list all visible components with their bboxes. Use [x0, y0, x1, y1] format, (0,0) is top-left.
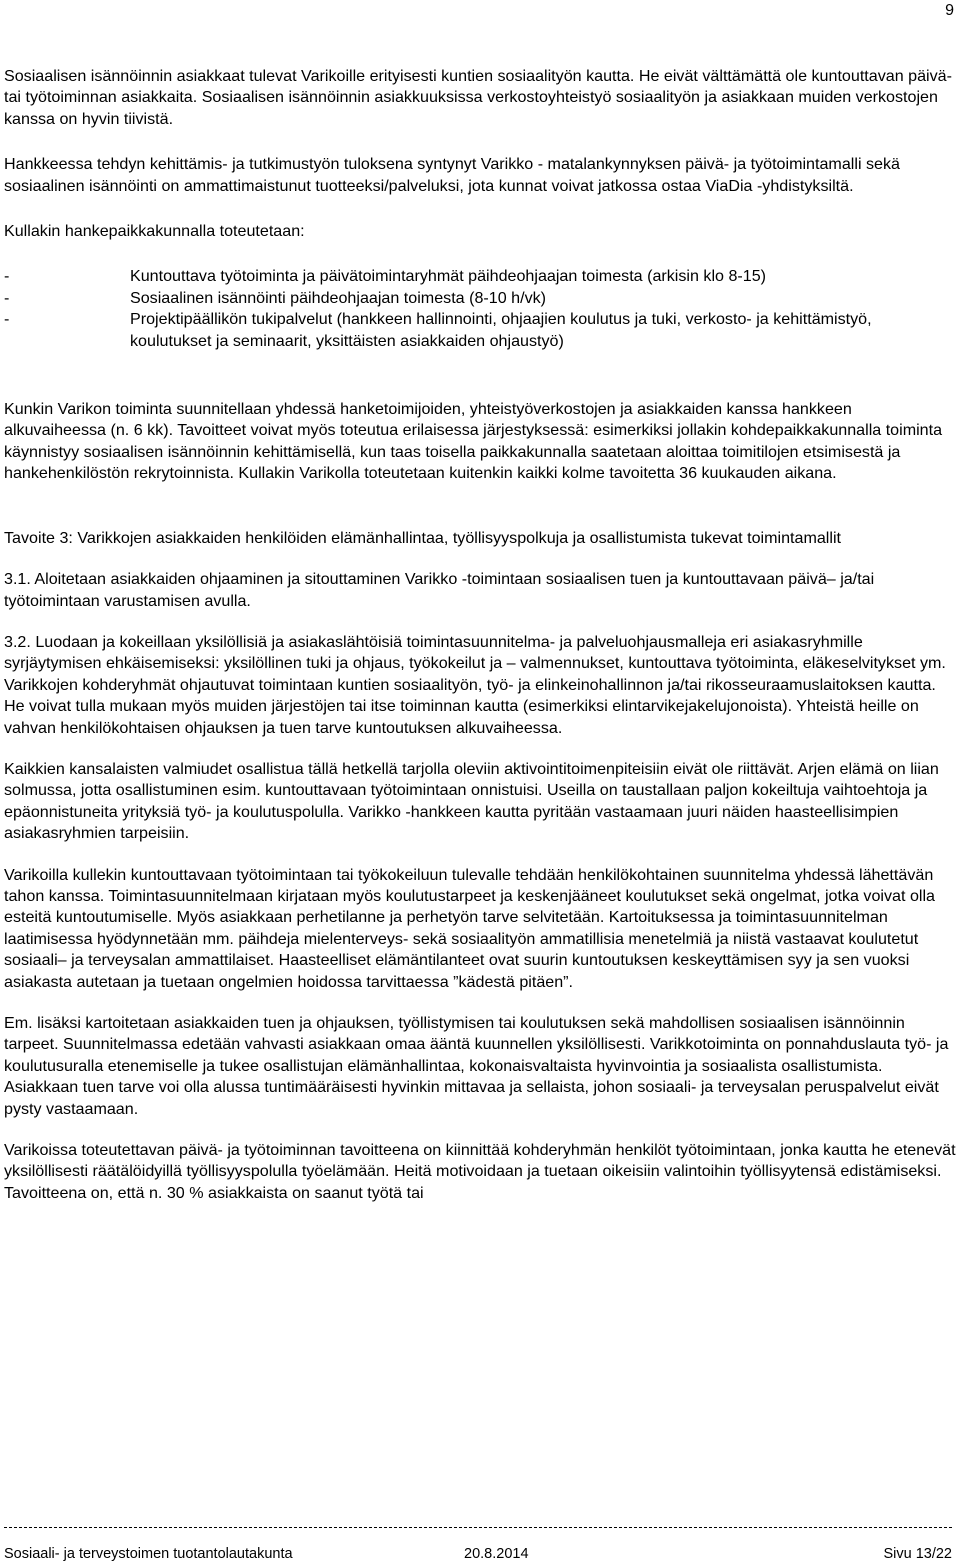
paragraph-4: Kunkin Varikon toiminta suunnitellaan yhdessä hanketoimijoiden, yhteistyöverkostojen ja asiakkaiden kanssa hankkeen alkuvaiheessa (n. 6 kk). Tavoitteet voivat myös toteutua erilaisessa järjestyksessä: esimerkiksi jollakin kohdepaikkakunnalla toiminta käynnistyy sosiaalisen isännöinnin kehittämisellä, kun taas toisella paikkakunnalla saatetaan aloittaa toimitilojen etsimisestä ja hankehenkilöstön rekrytoinnista. Kullakin Varikolla toteutetaan kuitenkin kaikki kolme tavoitetta 36 kuukauden aikana. [4, 400, 943, 483]
paragraph-1: Sosiaalisen isännöinnin asiakkaat tulevat Varikoille erityisesti kuntien sosiaalityön kautta. He eivät välttämättä ole kuntouttavan päivä- tai työtoiminnan asiakkaita. Sosiaalisen isännöinnin asiakkuuksissa verkostoyhteistyö sosiaalityön ja asiakkaan muiden verkostojen kanssa on hyvin tiivistä. [4, 67, 952, 128]
list-item: - Projektipäällikön tukipalvelut (hankkeen hallinnointi, ohjaajien koulutus ja tuki, verkosto- ja kehittämistyö, koulutukset ja seminaarit, yksittäisten asiakkaiden ohjaustyö) [4, 310, 872, 350]
goal-3-2: 3.2. Luodaan ja kokeillaan yksilöllisiä ja asiakaslähtöisiä toimintasuunnitelma- ja palveluohjausmalleja eri asiakasryhmille syrjäytymisen ehkäisemiseksi: yksilöllinen tuki ja ohjaus, työkokeilut ja – valmennukset, kuntouttava työtoiminta, eläkeselvitykset ym. [4, 632, 946, 673]
footer-date: 20.8.2014 [464, 1546, 529, 1562]
paragraph-readiness: Kaikkien kansalaisten valmiudet osallistua tällä hetkellä tarjolla oleviin aktivointitoimenpiteisiin eivät ole riittävät. Arjen elämä on liian solmussa, jotta osallistuminen esim. kuntouttavaan työtoimintaan onnistuisi. Useilla on taustallaan paljon kokeiltuja vaihtoehtoja ja epäonnistuneita yrityksiä työ- ja koulutuspolulla. Varikko -hankkeen kautta pyritään vastaamaan juuri näiden haasteellisimpien asiakasryhmien tarpeisiin. [4, 759, 939, 843]
list-item: - Kuntouttava työtoiminta ja päivätoimintaryhmät päihdeohjaajan toimesta (arkisin klo 8-15) [4, 267, 767, 286]
footer-page: Sivu 13/22 [883, 1546, 952, 1562]
paragraph-personal-plan: Varikoilla kullekin kuntouttavaan työtoimintaan tai työkokeiluun tulevalle tehdään henkilökohtainen suunnitelma yhdessä lähettävän tahon kanssa. Toimintasuunnitelmaan kirjataan myös koulutustarpeet ja keskenjääneet koulutukset sekä ongelmat, jotka voivat olla esteitä kuntoutumiselle. Myös asiakkaan perhetilanne ja perhetyön tarve selvitetään. Kartoituksessa ja toimintasuunnitelman laatimisessa hyödynnetään mm. päihdeja mielenterveys- sekä sosiaalityön ammatillisia menetelmiä ja niistä vastaavat koulutetut sosiaali– ja terveysalan ammattilaiset. Haasteelliset elämäntilanteet ovat suurin kuntoutuksen keskeyttämisen syy ja sen vuoksi asiakasta autetaan ja tuetaan ongelmien hoidossa tarvittaessa ”kädestä pitäen”. [4, 865, 936, 991]
goal-3-1: 3.1. Aloitetaan asiakkaiden ohjaaminen ja sitouttaminen Varikko -toimintaan sosiaalisen tuen ja kuntouttavaan päivä– ja/tai työtoimintaan varustamisen avulla. [4, 570, 875, 610]
list-item: - Sosiaalinen isännöinti päihdeohjaajan toimesta (8-10 h/vk) [4, 288, 547, 307]
paragraph-3: Kullakin hankepaikkakunnalla toteutetaan: [4, 222, 305, 241]
footer-divider [4, 1527, 952, 1528]
paragraph-target-groups: Varikkojen kohderyhmät ohjautuvat toimintaan kuntien sosiaalityön, työ- ja elinkeinohallinnon ja/tai rikosseuraamuslaitoksen kautta. He voivat tulla mukaan myös muiden järjestöjen tai itse toiminnan kautta (esimerkiksi elintarvikejakelujonoista). Yhteistä heille on vahvan henkilökohtaisen ohjauksen ja tuen tarve kuntoutuksen alkuvaiheessa. [4, 675, 936, 737]
paragraph-2: Hankkeessa tehdyn kehittämis- ja tutkimustyön tuloksena syntynyt Varikko - matalankynnyksen päivä- ja työtoimintamalli sekä sosiaalinen isännöinti on ammattimaistunut tuotteeksi/palveluksi, jota kunnat voivat jatkossa ostaa ViaDia -yhdistyksiltä. [4, 155, 900, 195]
paragraph-mapping: Em. lisäksi kartoitetaan asiakkaiden tuen ja ohjauksen, työllistymisen tai koulutuksen sekä mahdollisen sosiaalisen isännöinnin tarpeet. Suunnitelmassa edetään vahvasti asiakkaan omaa ääntä kuunnellen yksilöllisesti. Varikkotoiminta on ponnahduslauta työ- ja koulutusuralla etenemiselle ja tukee osallistujan elämänhallintaa, kokonaisvaltaista hyvinvointia ja sosiaalista osallistumista. Asiakkaan tuen tarve voi olla alussa tuntimääräisesti hyvinkin mittavaa ja sellaista, johon sosiaali- ja terveysalan peruspalvelut eivät pysty vastaamaan. [4, 1014, 949, 1118]
goal-3-heading: Tavoite 3: Varikkojen asiakkaiden henkilöiden elämänhallintaa, työllisyyspolkuja ja osallistumista tukevat toimintamallit [4, 528, 841, 547]
footer-organization: Sosiaali- ja terveystoimen tuotantolautakunta [4, 1546, 293, 1562]
paragraph-employment-goal: Varikoissa toteutettavan päivä- ja työtoiminnan tavoitteena on kiinnittää kohderyhmän henkilöt työtoimintaan, jonka kautta he etenevät yksilöllisesti räätälöidyillä työllisyyspolulla työelämään. Heitä motivoidaan ja tuetaan oikeisiin valintoihin työllisyytensä edistämiseksi. Tavoitteena on, että n. 30 % asiakkaista on saanut työtä tai [4, 1141, 956, 1202]
implementation-list [4, 266, 956, 352]
document-body [4, 66, 956, 1204]
page-number: 9 [945, 2, 954, 19]
